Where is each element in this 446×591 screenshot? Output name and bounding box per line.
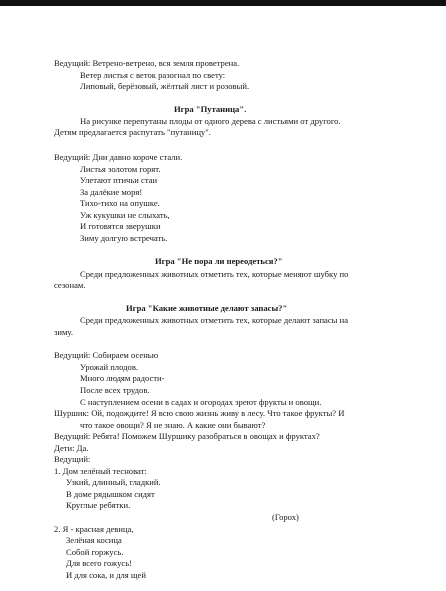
riddle-line: В доме рядышком сидят — [66, 489, 155, 499]
text-line: Урожай плодов. — [80, 362, 139, 372]
text-line: За далёкие моря! — [80, 187, 143, 197]
text-line: Дети: Да. — [54, 443, 89, 453]
riddle-line: Собой горжусь. — [66, 547, 124, 557]
riddle-line: 2. Я - красная девица, — [54, 524, 134, 534]
text-line: Детям предлагается распутать "путаницу". — [54, 127, 211, 137]
text-line: Ветер листья с веток разогнал по свету: — [80, 70, 226, 80]
text-line: Уж кукушки не слыхать, — [80, 210, 170, 220]
text-line: Среди предложенных животных отметить тех, которые меняют шубку по — [80, 269, 349, 279]
text-line: Много людям радости- — [80, 373, 165, 383]
text-line: Липовый, берёзовый, жёлтый лист и розовый. — [80, 81, 250, 91]
riddle-line: Зелёная косица — [66, 535, 122, 545]
text-line: Ведущий: — [54, 454, 91, 464]
text-line: На рисунке перепутаны плоды от одного дерева с листьями от другого. — [80, 116, 341, 126]
text-line: Среди предложенных животных отметить тех, которые делают запасы на — [80, 315, 349, 325]
section-title: Игра "Какие животные делают запасы?" — [126, 303, 288, 313]
riddle-line: И для сока, и для щей — [66, 570, 146, 580]
section-title: Игра "Путаница". — [174, 104, 247, 114]
text-line: Шуршик: Ой, подождите! Я всю свою жизнь живу в лесу. Что такое фрукты? И — [54, 408, 345, 418]
text-line: зиму. — [54, 327, 74, 337]
text-line: Ведущий: Дни давно короче стали. — [54, 152, 183, 162]
riddle-line: Круглые ребятки. — [66, 500, 131, 510]
riddle-line: Узкий, длинный, гладкий. — [66, 477, 161, 487]
text-line: Тихо-тихо на опушке. — [80, 198, 160, 208]
riddle-line: Для всего гожусь! — [66, 558, 132, 568]
text-line: После всех трудов. — [80, 385, 150, 395]
section-title: Игра "Не пора ли переодеться?" — [155, 256, 283, 266]
text-line: Зиму долгую встречать. — [80, 233, 168, 243]
text-line: Улетают птичьи стаи — [80, 175, 158, 185]
text-line: С наступлением осени в садах и огородах зреют фрукты и овощи. — [80, 397, 322, 407]
riddle-answer: (Горох) — [272, 512, 299, 522]
text-line: И готовятся зверушки — [80, 221, 161, 231]
text-line: Ведущий: Собираем осенью — [54, 350, 159, 360]
text-line: что такое овощи? Я не знаю. А какие они бывают? — [80, 420, 266, 430]
text-line: Ведущий: Ребята! Поможем Шуршику разобраться в овощах и фруктах? — [54, 431, 320, 441]
riddle-line: 1. Дом зелёный тесноват: — [54, 466, 147, 476]
text-line: Листья золотом горят. — [80, 164, 161, 174]
text-line: Ведущий: Ветрено-ветрено, вся земля проветрена. — [54, 58, 240, 68]
text-line: сезонам. — [54, 280, 86, 290]
